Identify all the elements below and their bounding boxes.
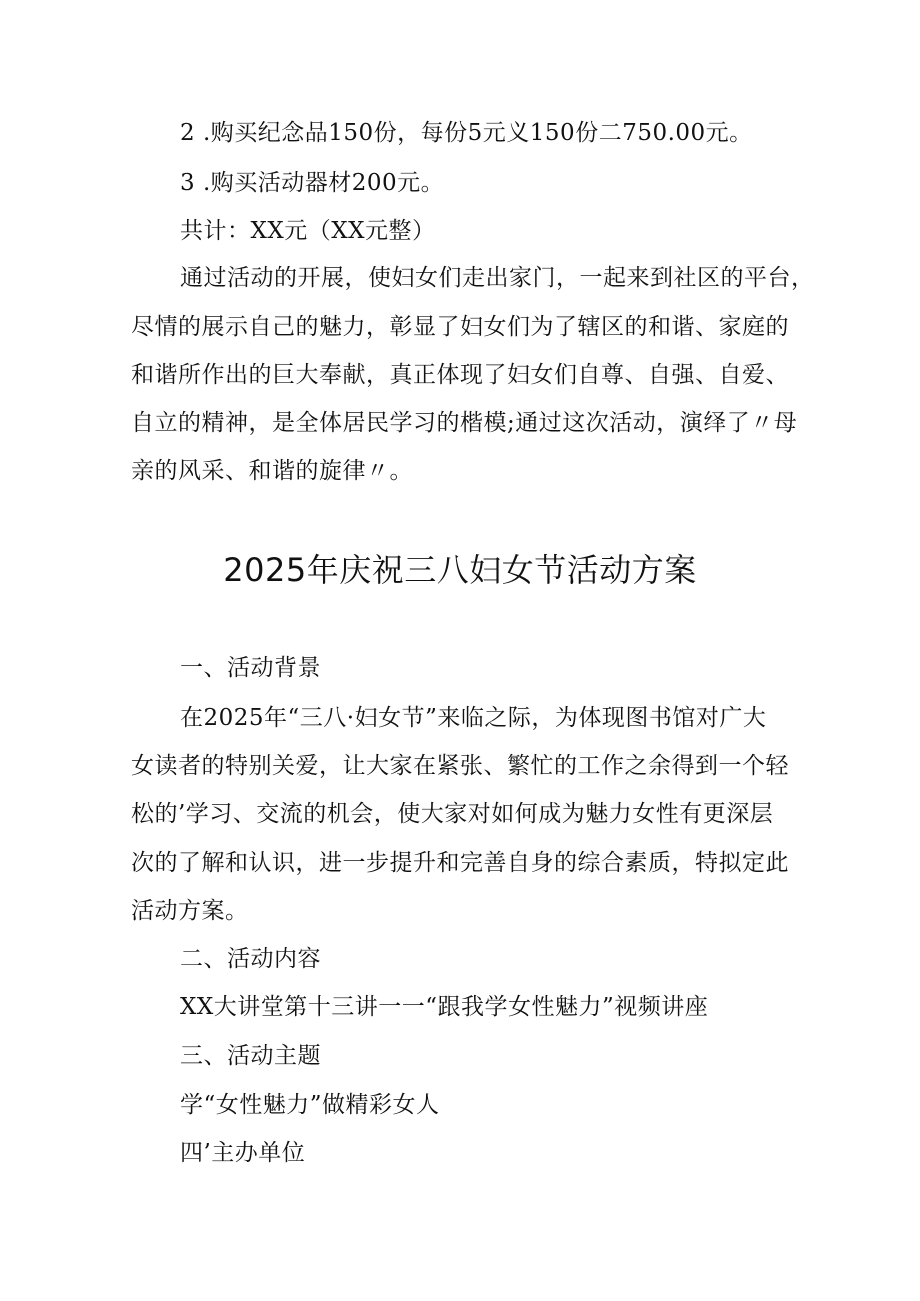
section-1-line-3: 松的’学习、交流的机会，使大家对如何成为魅力女性有更深层: [131, 801, 774, 827]
summary-line-3: 和谐所作出的巨大奉献，真正体现了妇女们自尊、自强、自爱、: [131, 362, 789, 388]
section-3-heading: 三、活动主题: [180, 1043, 321, 1069]
section-2-heading: 二、活动内容: [180, 946, 321, 972]
summary-line-4: 自立的精神，是全体居民学习的楷模;通过这次活动，演绎了〃母: [131, 410, 798, 436]
section-4-heading: 四’主办单位: [180, 1140, 306, 1166]
budget-item-3: 3 .购买活动器材200元。: [180, 170, 445, 196]
section-1-line-1: 在2025年“三八·妇女节”来临之际，为体现图书馆对广大: [180, 705, 767, 731]
document-title: 2025年庆祝三八妇女节活动方案: [223, 551, 697, 589]
section-1-line-5: 活动方案。: [131, 898, 249, 924]
summary-line-2: 尽情的展示自己的魅力，彰显了妇女们为了辖区的和谐、家庭的: [131, 314, 789, 340]
section-3-content: 学“女性魅力”做精彩女人: [180, 1092, 440, 1118]
section-1-line-4: 次的了解和认识，进一步提升和完善自身的综合素质，特拟定此: [131, 850, 789, 876]
section-1-line-2: 女读者的特别关爱，让大家在紧张、繁忙的工作之余得到一个轻: [131, 753, 789, 779]
section-2-content: XX大讲堂第十三讲一一“跟我学女性魅力”视频讲座: [180, 994, 709, 1020]
summary-line-5: 亲的风采、和谐的旋律〃。: [131, 458, 413, 484]
summary-line-1: 通过活动的开展，使妇女们走出家门，一起来到社区的平台，: [180, 265, 815, 291]
budget-total: 共计：XX元（XX元整）: [180, 218, 436, 244]
section-1-heading: 一、活动背景: [180, 655, 321, 681]
budget-item-2: 2 .购买纪念品150份，每份5元义150份二750.00元。: [180, 120, 753, 146]
